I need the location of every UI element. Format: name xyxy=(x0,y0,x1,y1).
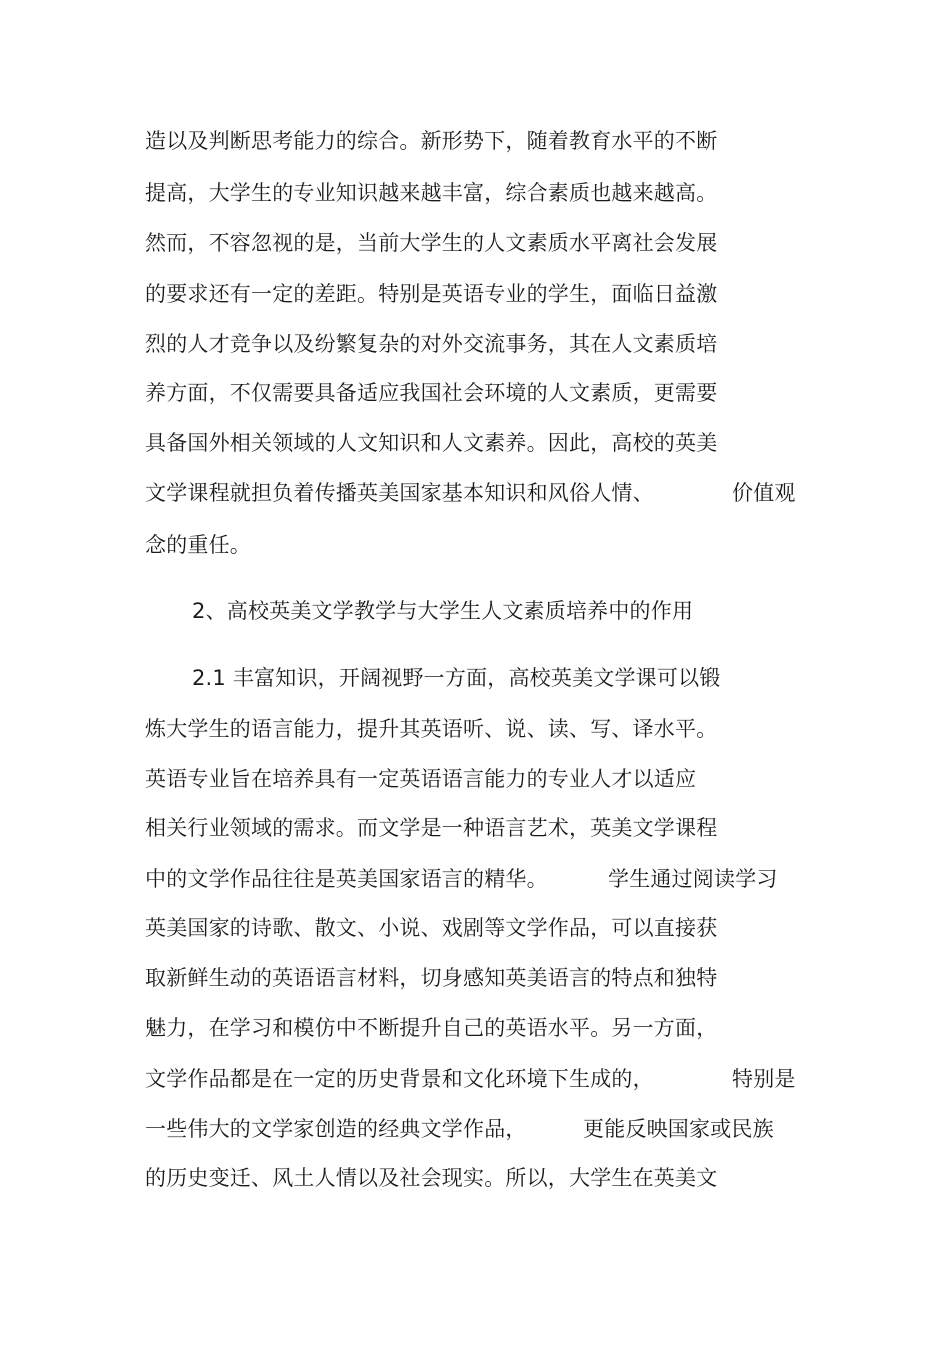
text-line-11: 英语专业旨在培养具有一定英语语言能力的专业人才以适应 xyxy=(145,767,697,791)
text-line-4: 的要求还有一定的差距。特别是英语专业的学生，面临日益激 xyxy=(145,282,718,306)
text-line-17-part-2: 特别是 xyxy=(732,1067,796,1091)
section-heading: 2、高校英美文学教学与大学生人文素质培养中的作用 xyxy=(192,599,694,623)
text-line-15: 取新鲜生动的英语语言材料，切身感知英美语言的特点和独特 xyxy=(145,966,718,990)
text-line-17 xyxy=(145,1066,795,1092)
text-line-3: 然而，不容忽视的是，当前大学生的人文素质水平离社会发展 xyxy=(145,231,718,255)
text-line-18 xyxy=(145,1116,775,1142)
text-line-8 xyxy=(145,480,795,506)
text-line-18-part-1: 一些伟大的文学家创造的经典文学作品， xyxy=(145,1117,527,1141)
text-line-6: 养方面，不仅需要具备适应我国社会环境的人文素质，更需要 xyxy=(145,381,718,405)
text-line-2: 提高，大学生的专业知识越来越丰富，综合素质也越来越高。 xyxy=(145,181,718,205)
text-line-18-part-2: 更能反映国家或民族 xyxy=(583,1117,774,1141)
text-line-7: 具备国外相关领域的人文知识和人文素养。因此，高校的英美 xyxy=(145,431,718,455)
text-line-9: 念的重任。 xyxy=(145,533,251,557)
text-line-17-part-1: 文学作品都是在一定的历史背景和文化环境下生成的， xyxy=(145,1067,654,1091)
text-line-13-part-1: 中的文学作品往往是英美国家语言的精华。 xyxy=(145,867,548,891)
text-line-1: 造以及判断思考能力的综合。新形势下，随着教育水平的不断 xyxy=(145,129,718,153)
subsection-first-line: 2.1 丰富知识，开阔视野一方面，高校英美文学课可以锻 xyxy=(192,666,721,690)
text-line-19: 的历史变迁、风土人情以及社会现实。所以，大学生在英美文 xyxy=(145,1166,718,1190)
text-line-10: 炼大学生的语言能力，提升其英语听、说、读、写、译水平。 xyxy=(145,717,718,741)
text-line-16: 魅力，在学习和模仿中不断提升自己的英语水平。另一方面， xyxy=(145,1016,718,1040)
text-line-14: 英美国家的诗歌、散文、小说、戏剧等文学作品，可以直接获 xyxy=(145,916,718,940)
text-line-13 xyxy=(145,866,785,892)
text-line-12: 相关行业领域的需求。而文学是一种语言艺术，英美文学课程 xyxy=(145,816,718,840)
text-line-8-part-1: 文学课程就担负着传播英美国家基本知识和风俗人情、 xyxy=(145,481,654,505)
text-line-13-part-2: 学生通过阅读学习 xyxy=(608,867,778,891)
text-line-5: 烈的人才竞争以及纷繁复杂的对外交流事务，其在人文素质培 xyxy=(145,332,718,356)
text-line-8-part-2: 价值观 xyxy=(732,481,796,505)
